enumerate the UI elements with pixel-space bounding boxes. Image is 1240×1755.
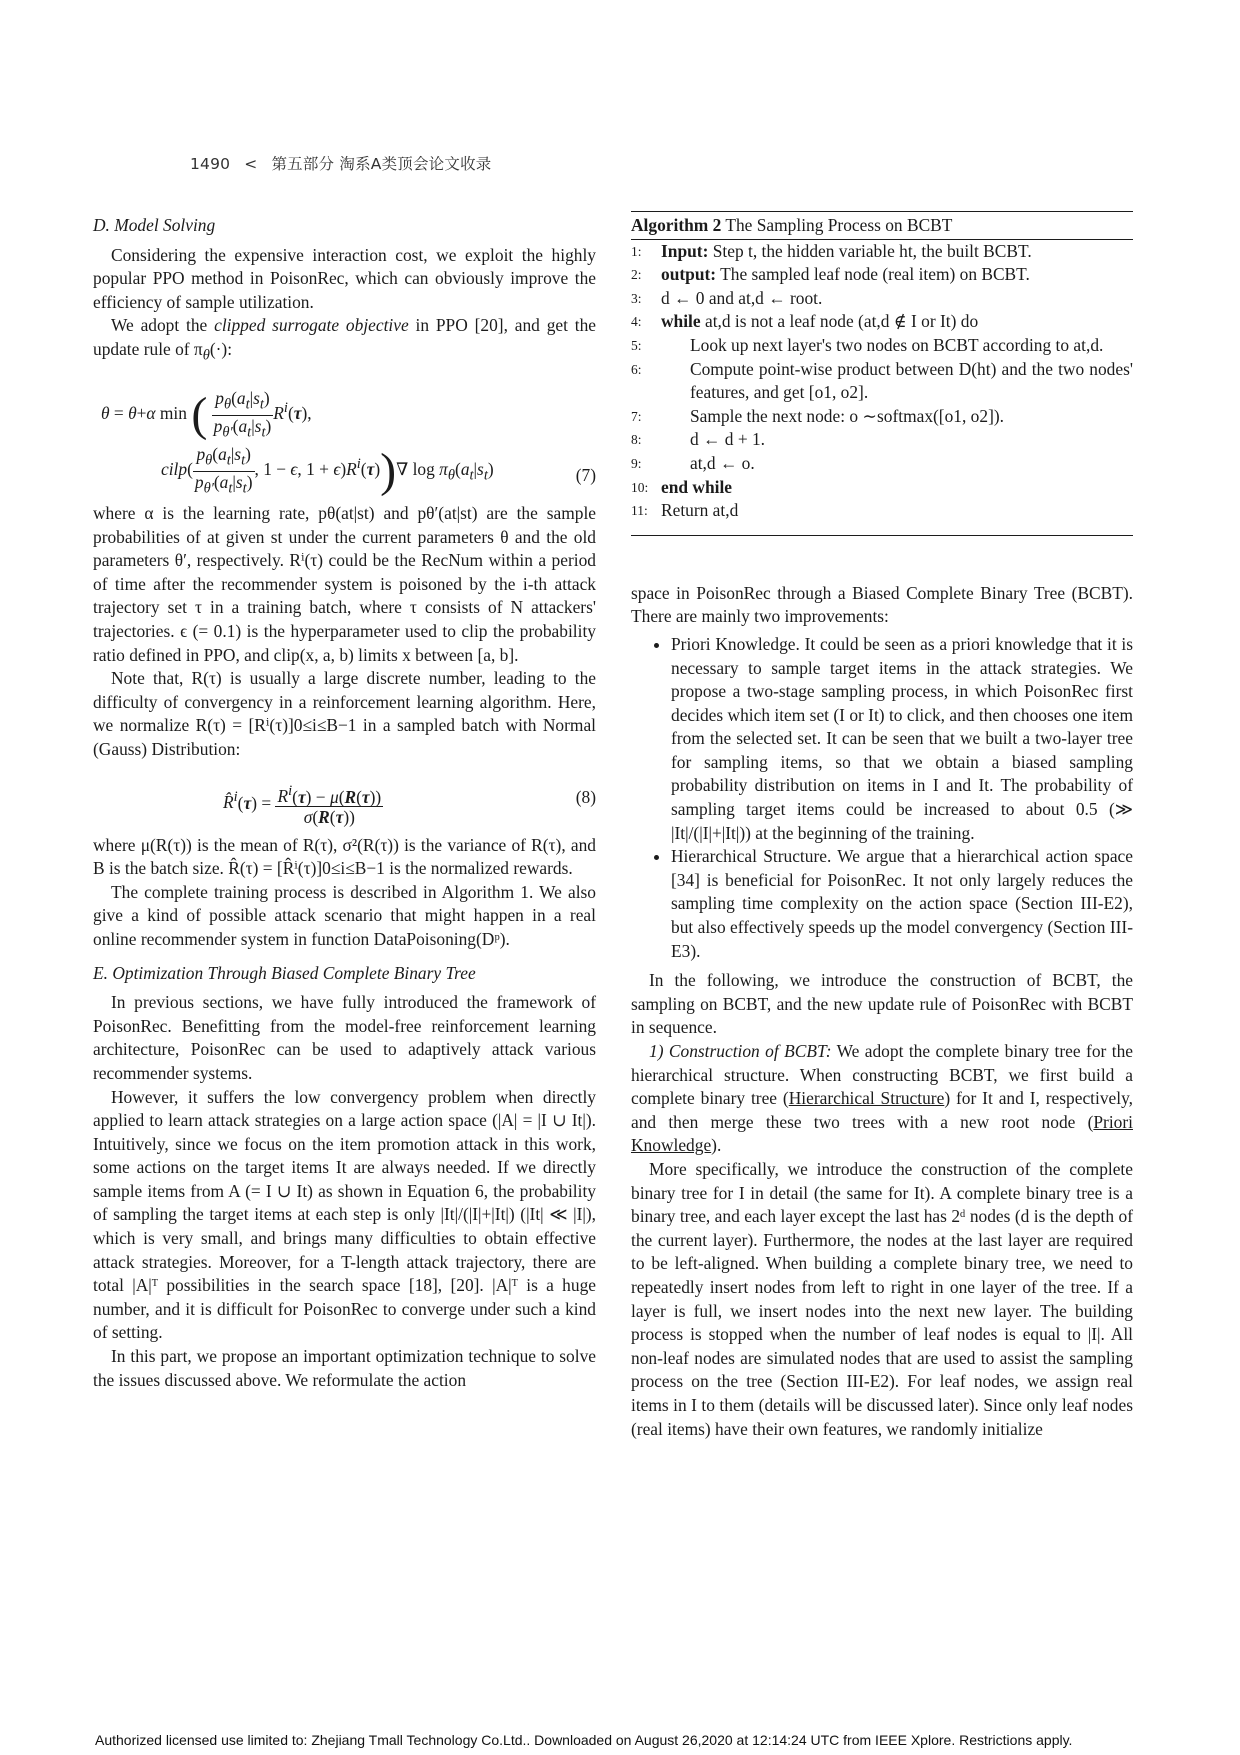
paragraph-training: The complete training process is described in Algorithm 1. We also give a kind of possible attack scenario that might happen in a real online recommender system in function DataPoisoning(Dᵖ). — [93, 881, 596, 949]
algorithm-2-box — [631, 211, 1133, 536]
algorithm-line: 7: Sample the next node: o ∼softmax([o1, o2]). — [631, 405, 1005, 426]
paragraph-construction: 1) Construction of BCBT: We adopt the complete binary tree for the hierarchical structure. When constructing BCBT, we first build a complete binary tree (Hierarchical Structure) for It and I, respectively, and then merge these two trees with a new root node (Priori Knowledge). — [631, 1041, 1133, 1156]
paragraph-where-mu: where μ(R(τ)) is the mean of R(τ), σ²(R(τ)) is the variance of R(τ), and B is the batch size. R̂(τ) = [R̂ⁱ(τ)]0≤i≤B−1 is the normalized rewards. — [93, 834, 596, 879]
algorithm-line: 2: output: The sampled leaf node (real item) on BCBT. — [631, 264, 1030, 285]
algorithm-line: 9: at,d ← o. — [631, 452, 755, 473]
equation-8 — [93, 774, 596, 826]
section-d-heading: D. Model Solving — [93, 215, 216, 235]
paragraph-framework: In previous sections, we have fully introduced the framework of PoisonRec. Benefitting from the model-free reinforcement learning architecture, PoisonRec can be used to adaptively attack various recommender systems. — [93, 992, 596, 1083]
equation-8-body: R̂$^i$(τ) = $\frac{R^i(\tau) - \mu(R(\tau))}{\sigma(R(\tau))}$ — [223, 783, 382, 828]
equation-7-line-1: θ = θ+α min ( $\frac{p_\theta(a_t|s_t)}{p_{\theta'}(a_t|s_t)}$ $R^i(\tau)$, — [101, 388, 312, 441]
paragraph-reformulate: In this part, we propose an important optimization technique to solve the issues discussed above. We reformulate the action — [93, 1346, 596, 1390]
paragraph-note: Note that, R(τ) is usually a large discrete number, leading to the difficulty of convergency in a reinforcement learning algorithm. Here, we normalize R(τ) = [Rⁱ(τ)]0≤i≤B−1 in a sampled batch with Normal (Gauss) Distribution: — [93, 668, 596, 759]
algorithm-line: 11: Return at,d — [631, 500, 739, 521]
algorithm-line: 4: while at,d is not a leaf node (at,d ∉ I or It) do — [631, 311, 979, 332]
page-number: 1490 — [190, 155, 231, 173]
algorithm-line: 8: d ← d + 1. — [631, 429, 766, 450]
paragraph-ppo: Considering the expensive interaction cost, we exploit the highly popular PPO method in PoisonRec, which can obviously improve the efficiency of sample utilization. — [93, 244, 596, 312]
header-arrow: < — [244, 155, 258, 173]
paragraph-where-alpha: where α is the learning rate, pθ(at|st) and pθ′(at|st) are the sample probabilities of at given st under the current parameters θ and the old parameters θ′, respectively. Rⁱ(τ) could be the RecNum within a period of time after the recommender system is poisoned by the i-th attack trajectory set τ in a training batch, where τ consists of N attackers' trajectories. ϵ (= 0.1) is the hyperparameter used to clip the probability ratio defined in PPO, and clip(x, a, b) limits x between [a, b]. — [93, 503, 596, 665]
section-e-heading: E. Optimization Through Biased Complete Binary Tree — [93, 962, 476, 983]
equation-7-line-2: cilp( $\frac{p_\theta(a_t|s_t)}{p_{\theta'}(a_t|s_t)}$ , 1 − ϵ, $1 + \epsilon)R^i(\tau))\nabla$ $\log \pi_\theta(a_t|s_t)$ — [161, 444, 494, 497]
algorithm-line: 1: Input: Step t, the hidden variable ht, the built BCBT. — [631, 240, 1032, 261]
algorithm-line: 3: d ← 0 and at,d ← root. — [631, 287, 823, 308]
right-column — [631, 214, 1133, 1441]
paragraph-bcbt-intro: space in PoisonRec through a Biased Complete Binary Tree (BCBT). There are mainly two improvements: — [631, 582, 1133, 627]
improvements-list — [631, 633, 1133, 963]
list-item-hierarchical: • Hierarchical Structure. We argue that a hierarchical action space [34] is beneficial for PoisonRec. It not only largely reduces the sampling time complexity on the action space (Section III-E2), but also effectively speeds up the model convergency (Section III-E3). — [671, 845, 1133, 963]
header-section: 第五部分 淘系A类顶会论文收录 — [271, 155, 492, 173]
paragraph-specifically: More specifically, we introduce the construction of the complete binary tree for I in detail (the same for It). A complete binary tree is a binary tree, and each layer except the last has 2ᵈ nodes (d is the depth of the current layer). Furthermore, the nodes at the last layer are required to be left-aligned. When building a complete binary tree, we need to repeatedly insert nodes from left to right in one layer of the tree. If a layer is full, we insert nodes into the next new layer. The building process is stopped when the number of leaf nodes is equal to |I|. All non-leaf nodes are simulated nodes that are used to assist the sampling process on the tree (Section III-E2). For leaf nodes, we assign real items in I to them (details will be discussed later). Since only leaf nodes (real items) have their own features, we randomly initialize — [631, 1158, 1133, 1439]
paragraph-convergency: However, it suffers the low convergency problem when directly applied to learn attack strategies on a large action space (|A| = |I ∪ It|). Intuitively, since we focus on the item promotion attack in this work, some actions on the target items It are always needed. If we directly sample items from A (= I ∪ It) as shown in Equation 6, the probability of sampling the target items at each step is only |It|/(|I|+|It|) (|It| ≪ |I|), which is very small, and brings many difficulties to obtain effective attack strategies. Moreover, for a T-length attack trajectory, there are total |A|ᵀ possibilities in the search space [18], [20]. |A|ᵀ is a huge number, and it is difficult for PoisonRec to converge under such a kind of setting. — [93, 1086, 596, 1343]
equation-8-number: (8) — [575, 786, 596, 807]
algorithm-line: 6: Compute point-wise product between D(ht) and the two nodes' features, and get [o1, o2]. — [631, 358, 1133, 403]
algorithm-2-title: Algorithm 2 The Sampling Process on BCBT — [631, 212, 1133, 240]
list-item-priori: • Priori Knowledge. It could be seen as a priori knowledge that it is necessary to sample target items in the attack strategies. We propose a two-stage sampling process, in which PoisonRec first decides which item set (I or It) to click, and then chooses one item from the selected set. It can be seen that we built a two-layer tree for sampling items, so that we obtain a biased sampling probability distribution on items in I and It. The probability of sampling target items could be increased to about 0.5 (≫ |It|/(|I|+|It|)) at the beginning of the training. — [671, 633, 1133, 845]
license-footer: Authorized licensed use limited to: Zhejiang Tmall Technology Co.Ltd.. Downloaded on August 26,2020 at 12:14:24 UTC from IEEE Xplore. Restrictions apply. — [95, 1732, 1073, 1748]
paragraph-clipped: We adopt the clipped surrogate objective in PPO [20], and get the update rule of $\pi_\theta(\cdot)$: — [93, 315, 597, 364]
equation-7-number: (7) — [575, 465, 596, 486]
equation-7 — [93, 378, 596, 496]
algorithm-line: 10: end while — [631, 476, 733, 497]
left-column — [93, 214, 596, 1392]
page-header — [190, 153, 491, 177]
paragraph-following: In the following, we introduce the construction of BCBT, the sampling on BCBT, and the new update rule of PoisonRec with BCBT in sequence. — [631, 970, 1133, 1038]
algorithm-line: 5: Look up next layer's two nodes on BCBT according to at,d. — [631, 334, 1104, 355]
